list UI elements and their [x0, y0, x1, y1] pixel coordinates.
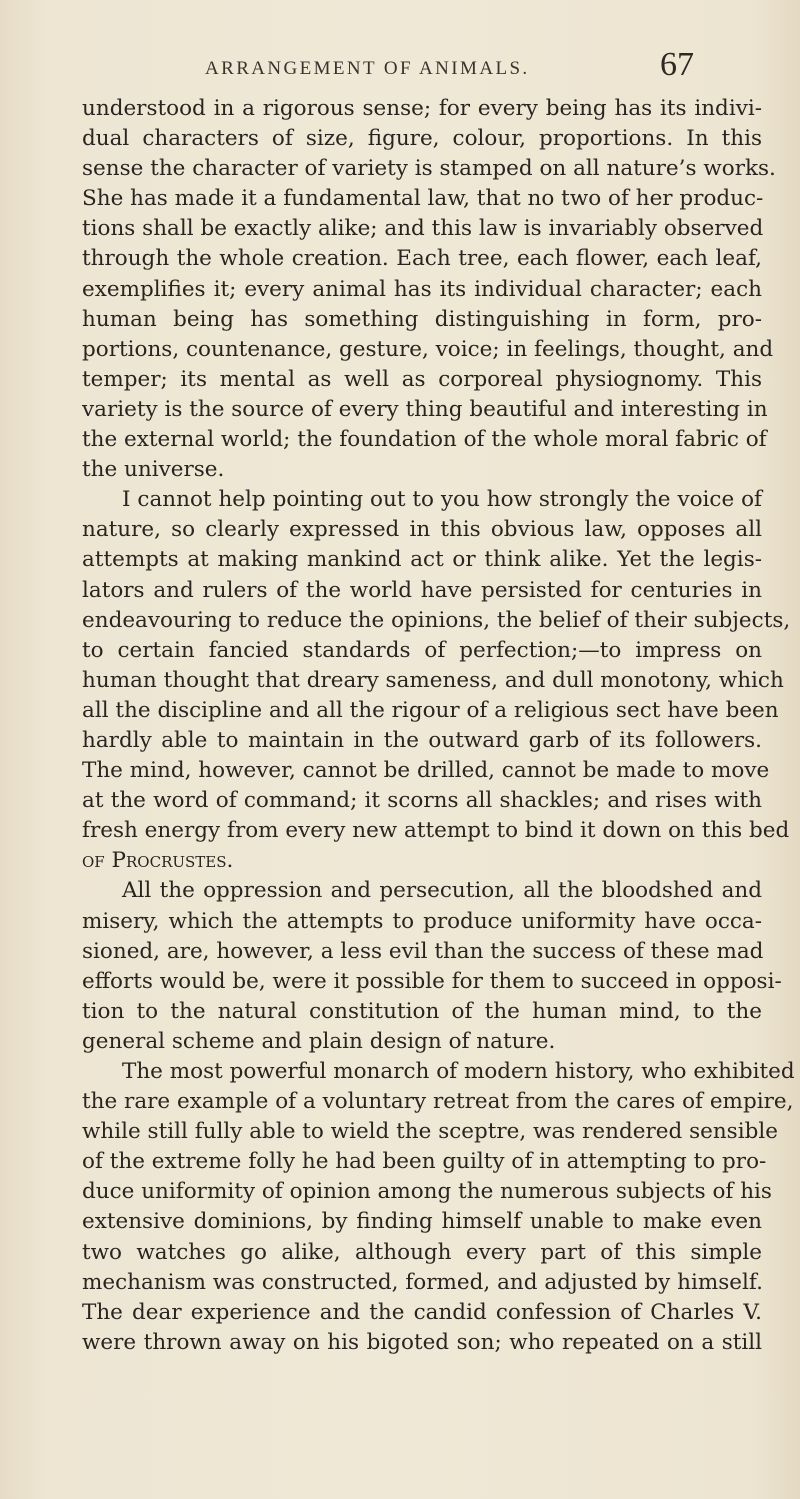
text-line: of the extreme folly he had been guilty of in attempting to pro- [82, 1149, 767, 1175]
page-number: 67 [660, 46, 694, 83]
text-line: sense the character of variety is stamped on all nature’s works. [82, 156, 776, 182]
running-head [0, 46, 800, 88]
text-line: the universe. [82, 457, 225, 483]
text-line: misery, which the attempts to produce uniformity have occa- [82, 908, 762, 934]
text-line: the external world; the foundation of the whole moral fabric of [82, 427, 767, 453]
text-line: through the whole creation. Each tree, each flower, each leaf, [82, 246, 762, 272]
paragraph-1 [82, 94, 776, 485]
body-text [82, 94, 795, 1358]
text-line: tions shall be exactly alike; and this law is invariably observed [82, 216, 764, 242]
text-line: general scheme and plain design of nature. [82, 1028, 556, 1054]
text-line: portions, countenance, gesture, voice; in feelings, thought, and [82, 336, 774, 362]
text-line: of Procrustes. [82, 848, 234, 874]
running-title: ARRANGEMENT OF ANIMALS. [205, 58, 530, 79]
text-line: All the oppression and persecution, all the bloodshed and [122, 878, 762, 904]
text-line: The mind, however, cannot be drilled, cannot be made to move [82, 758, 770, 784]
text-line: two watches go alike, although every part of this simple [82, 1239, 762, 1265]
text-line: duce uniformity of opinion among the numerous subjects of his [82, 1179, 772, 1205]
text-line: extensive dominions, by finding himself unable to make even [82, 1209, 762, 1235]
text-line: to certain fancied standards of perfection;—to impress on [82, 637, 762, 663]
text-line: fresh energy from every new attempt to bind it down on this bed [82, 818, 790, 844]
text-line: She has made it a fundamental law, that no two of her produc- [82, 186, 764, 212]
text-line: dual characters of size, figure, colour, proportions. In this [82, 126, 762, 152]
text-line: The most powerful monarch of modern history, who exhibited [122, 1059, 795, 1084]
paragraph-3 [82, 876, 782, 1057]
text-line: attempts at making mankind act or think alike. Yet the legis- [82, 547, 762, 573]
text-line: temper; its mental as well as corporeal physiognomy. This [82, 366, 762, 392]
text-line: human being has something distinguishing in form, pro- [82, 306, 762, 332]
text-line: The dear experience and the candid confession of Charles V. [82, 1299, 762, 1325]
text-line: human thought that dreary sameness, and dull monotony, which [82, 667, 784, 693]
text-line: understood in a rigorous sense; for every being has its indivi- [82, 96, 762, 121]
text-line: lators and rulers of the world have persisted for centuries in [82, 577, 762, 603]
text-line: at the word of command; it scorns all shackles; and rises with [82, 788, 762, 814]
text-line: endeavouring to reduce the opinions, the belief of their subjects, [82, 607, 791, 633]
text-line: efforts would be, were it possible for them to succeed in opposi- [82, 968, 782, 994]
text-line: I cannot help pointing out to you how strongly the voice of [122, 487, 762, 513]
text-line: were thrown away on his bigoted son; who repeated on a still [82, 1329, 762, 1355]
paragraph-4 [82, 1057, 795, 1358]
text-line: variety is the source of every thing beautiful and interesting in [82, 396, 768, 422]
text-line: sioned, are, however, a less evil than the success of these mad [82, 938, 764, 964]
text-line: mechanism was constructed, formed, and adjusted by himself. [82, 1269, 763, 1295]
text-line: tion to the natural constitution of the human mind, to the [82, 998, 762, 1024]
text-line: the rare example of a voluntary retreat from the cares of empire, [82, 1089, 794, 1115]
text-line: while still fully able to wield the sceptre, was rendered sensible [82, 1119, 778, 1145]
text-line: hardly able to maintain in the outward garb of its followers. [82, 727, 762, 753]
paragraph-2 [82, 485, 791, 876]
text-line: exemplifies it; every animal has its individual character; each [82, 276, 762, 302]
text-line: nature, so clearly expressed in this obvious law, opposes all [82, 517, 762, 543]
text-line: all the discipline and all the rigour of a religious sect have been [82, 697, 779, 723]
